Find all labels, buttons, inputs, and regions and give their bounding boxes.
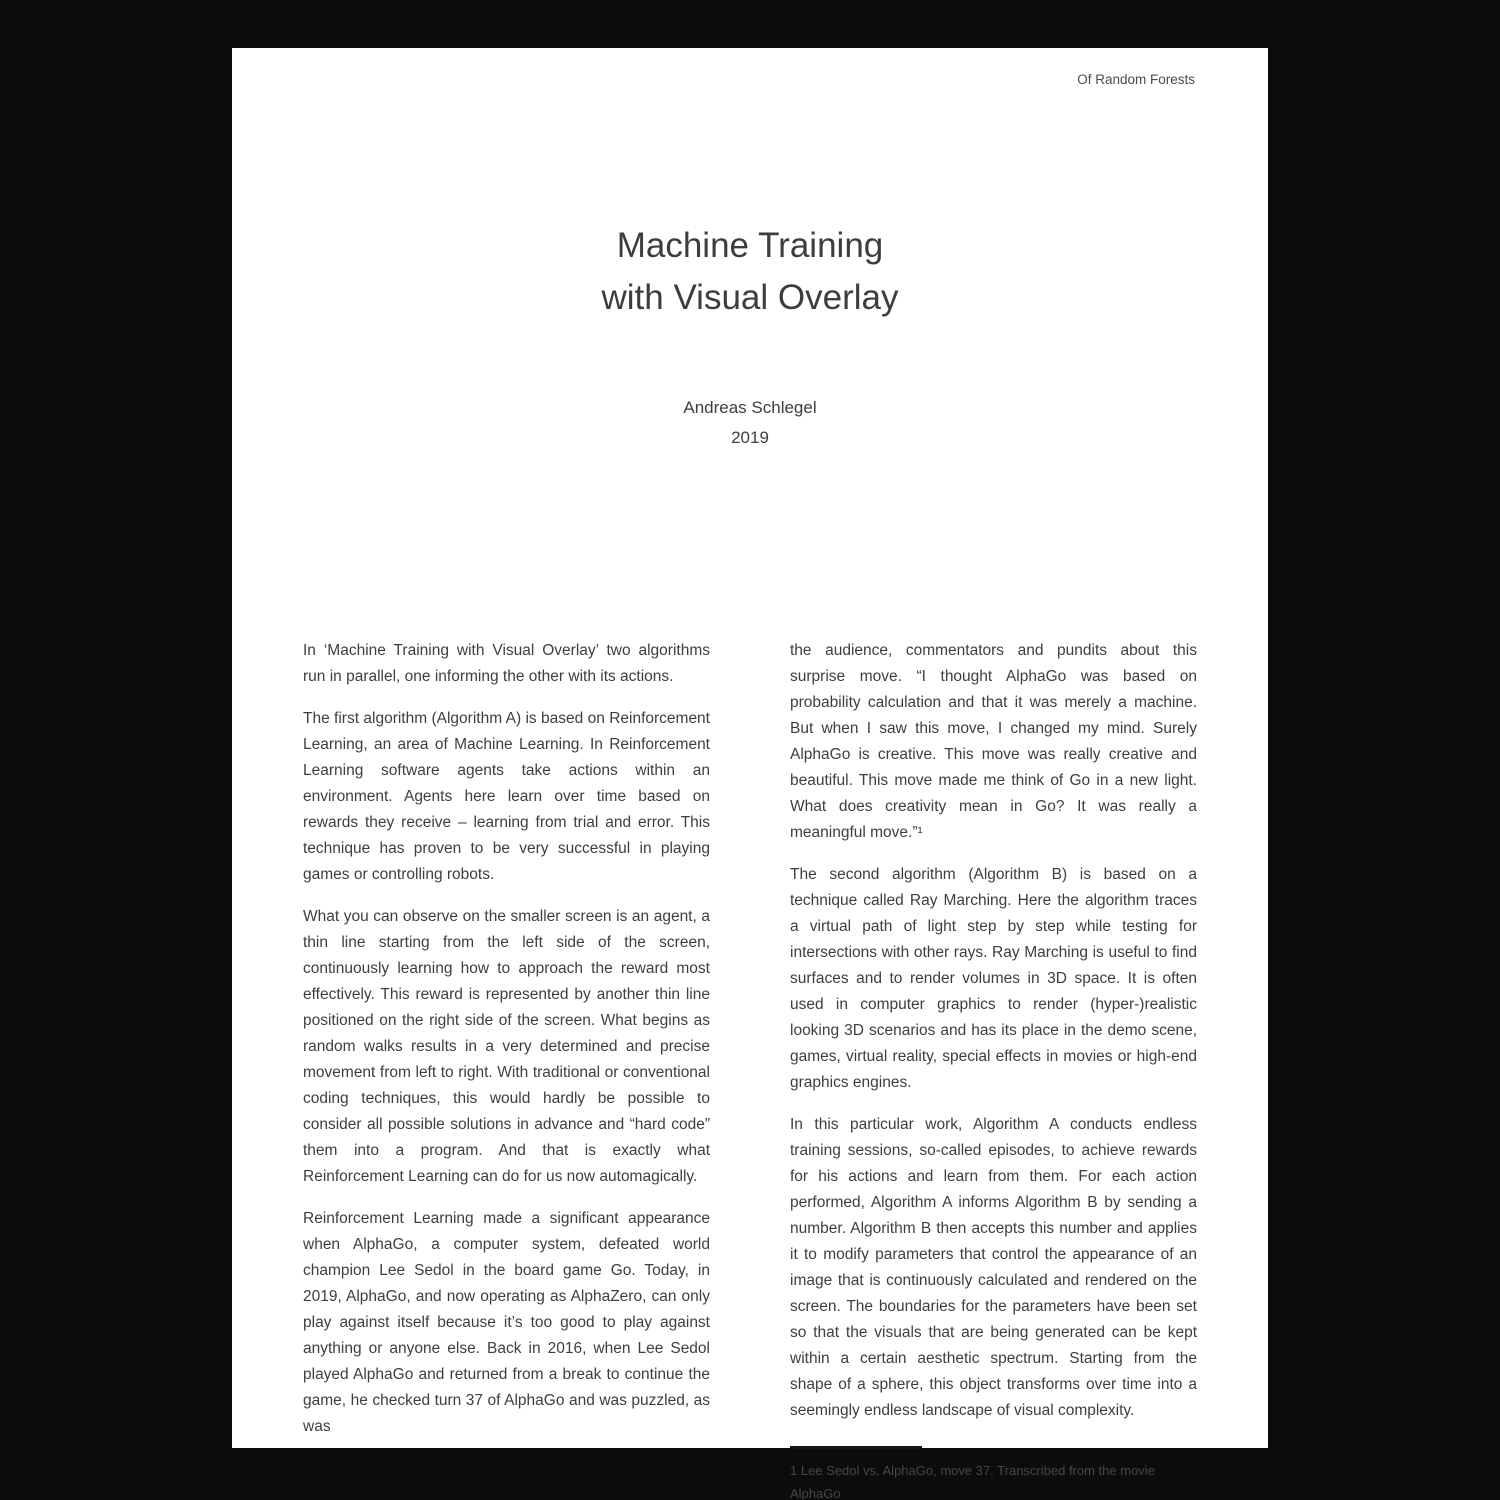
page-title-line2: with Visual Overlay (601, 278, 899, 317)
paragraph: The second algorithm (Algorithm B) is based on a technique called Ray Marching. Here the algorithm traces a virtual path of light step by step while testing for intersections with other rays. Ray Marching is useful to find surfaces and to render volumes in 3D space. It is often used in computer graphics to render (hyper-)realistic looking 3D scenarios and has its place in the demo scene, games, virtual reality, special effects in movies or high-end graphics engines. (790, 866, 1197, 1091)
author-name: Andreas Schlegel (683, 398, 817, 417)
byline-block (232, 393, 1268, 453)
publication-year: 2019 (731, 428, 769, 447)
running-header: Of Random Forests (1077, 72, 1195, 87)
paragraph: In ‘Machine Training with Visual Overlay’ two algorithms run in parallel, one informing the other with its actions. (303, 642, 710, 685)
body-columns (303, 638, 1197, 1500)
title-block (232, 220, 1268, 324)
footnote-rule (790, 1446, 922, 1449)
footnote-text: 1 Lee Sedol vs. AlphaGo, move 37. Transcribed from the movie AlphaGo (790, 1463, 1155, 1500)
paragraph: In this particular work, Algorithm A conducts endless training sessions, so-called episodes, to achieve rewards for his actions and learn from them. For each action performed, Algorithm A informs Algorithm B by sending a number. Algorithm B then accepts this number and applies it to modify parameters that control the appearance of an image that is continuously calculated and rendered on the screen. The boundaries for the parameters have been set so that the visuals that are being generated can be kept within a certain aesthetic spectrum. Starting from the shape of a sphere, this object transforms over time into a seemingly endless landscape of visual complexity. (790, 1116, 1197, 1419)
paragraph: Reinforcement Learning made a significant appearance when AlphaGo, a computer system, defeated world champion Lee Sedol in the board game Go. Today, in 2019, AlphaGo, and now operating as AlphaZero, can only play against itself because it’s too good to play against anything or anyone else. Back in 2016, when Lee Sedol played AlphaGo and returned from a break to continue the game, he checked turn 37 of AlphaGo and was puzzled, as was (303, 1210, 710, 1435)
right-column (790, 638, 1197, 1500)
left-column (303, 638, 710, 1500)
paragraph: The first algorithm (Algorithm A) is based on Reinforcement Learning, an area of Machine Learning. In Reinforcement Learning software agents take actions within an environment. Agents here learn over time based on rewards they receive – learning from trial and error. This technique has proven to be very successful in playing games or controlling robots. (303, 710, 710, 883)
paragraph: the audience, commentators and pundits about this surprise move. “I thought AlphaGo was based on probability calculation and that it was merely a machine. But when I saw this move, I changed my mind. Surely AlphaGo is creative. This move was really creative and beautiful. This move made me think of Go in a new light. What does creativity mean in Go? It was really a meaningful move.”¹ (790, 642, 1197, 841)
document-page (232, 48, 1268, 1500)
page-title-line1: Machine Training (616, 226, 884, 265)
paragraph: What you can observe on the smaller screen is an agent, a thin line starting from the left side of the screen, continuously learning how to approach the reward most effectively. This reward is represented by another thin line positioned on the right side of the screen. What begins as random walks results in a very determined and precise movement from left to right. With traditional or conventional coding techniques, this would hardly be possible to consider all possible solutions in advance and “hard code” them into a program. And that is exactly what Reinforcement Learning can do for us now automagically. (303, 908, 710, 1185)
